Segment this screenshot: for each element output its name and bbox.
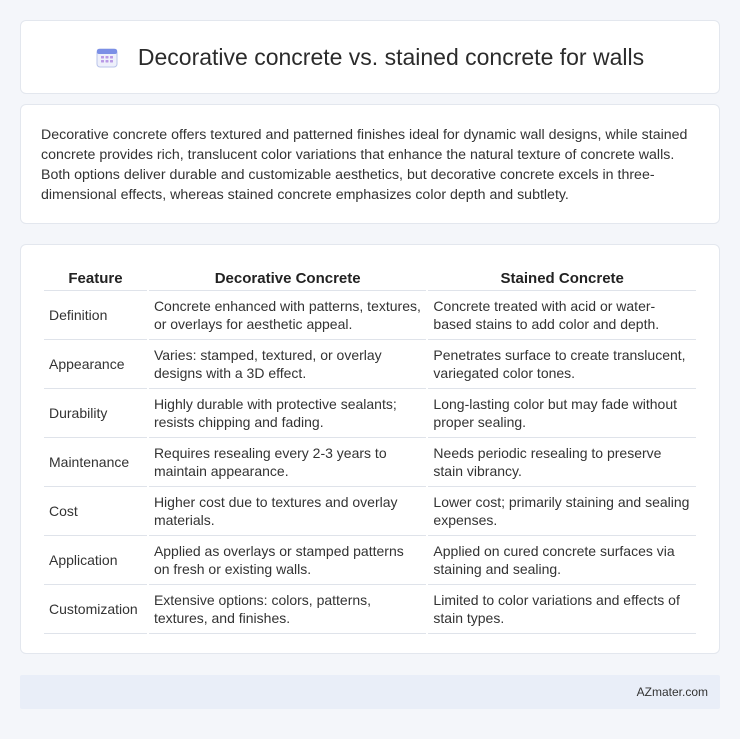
feature-cell: Application [44, 536, 147, 585]
stained-cell: Applied on cured concrete surfaces via staining and sealing. [428, 536, 696, 585]
decorative-cell: Higher cost due to textures and overlay materials. [149, 487, 426, 536]
table-row [44, 585, 696, 634]
stained-cell: Limited to color variations and effects of stain types. [428, 585, 696, 634]
stained-cell: Long-lasting color but may fade without proper sealing. [428, 389, 696, 438]
table-row [44, 340, 696, 389]
table-header-row [44, 263, 696, 291]
header-stained: Stained Concrete [428, 263, 696, 291]
table-row [44, 291, 696, 340]
feature-cell: Appearance [44, 340, 147, 389]
feature-cell: Definition [44, 291, 147, 340]
decorative-cell: Extensive options: colors, patterns, textures, and finishes. [149, 585, 426, 634]
page-title: Decorative concrete vs. stained concrete for walls [137, 43, 645, 70]
stained-cell: Needs periodic resealing to preserve stain vibrancy. [428, 438, 696, 487]
intro-paragraph: Decorative concrete offers textured and patterned finishes ideal for dynamic wall designs, while stained concrete provides rich, translucent color variations that enhance the natural texture of concrete walls. Both options deliver durable and customizable aesthetics, but decorative concrete excels in three-dimensional effects, whereas stained concrete emphasizes color depth and subtlety. [41, 127, 688, 203]
footer-brand: AZmater.com [636, 685, 708, 699]
table-row [44, 438, 696, 487]
decorative-cell: Requires resealing every 2-3 years to maintain appearance. [149, 438, 426, 487]
table-row [44, 536, 696, 585]
comparison-card [20, 244, 720, 654]
decorative-cell: Applied as overlays or stamped patterns on fresh or existing walls. [149, 536, 426, 585]
header-feature: Feature [44, 263, 147, 291]
decorative-cell: Highly durable with protective sealants; resists chipping and fading. [149, 389, 426, 438]
table-row [44, 389, 696, 438]
calendar-icon [96, 46, 118, 68]
table-row [44, 487, 696, 536]
title-card [20, 20, 720, 94]
header-decorative: Decorative Concrete [149, 263, 426, 291]
feature-cell: Cost [44, 487, 147, 536]
feature-cell: Maintenance [44, 438, 147, 487]
stained-cell: Lower cost; primarily staining and sealing expenses. [428, 487, 696, 536]
decorative-cell: Concrete enhanced with patterns, textures, or overlays for aesthetic appeal. [149, 291, 426, 340]
stained-cell: Concrete treated with acid or water-based stains to add color and depth. [428, 291, 696, 340]
feature-cell: Durability [44, 389, 147, 438]
feature-cell: Customization [44, 585, 147, 634]
decorative-cell: Varies: stamped, textured, or overlay designs with a 3D effect. [149, 340, 426, 389]
footer [20, 675, 720, 709]
comparison-table [42, 263, 698, 634]
stained-cell: Penetrates surface to create translucent, variegated color tones. [428, 340, 696, 389]
intro-card [20, 104, 720, 224]
